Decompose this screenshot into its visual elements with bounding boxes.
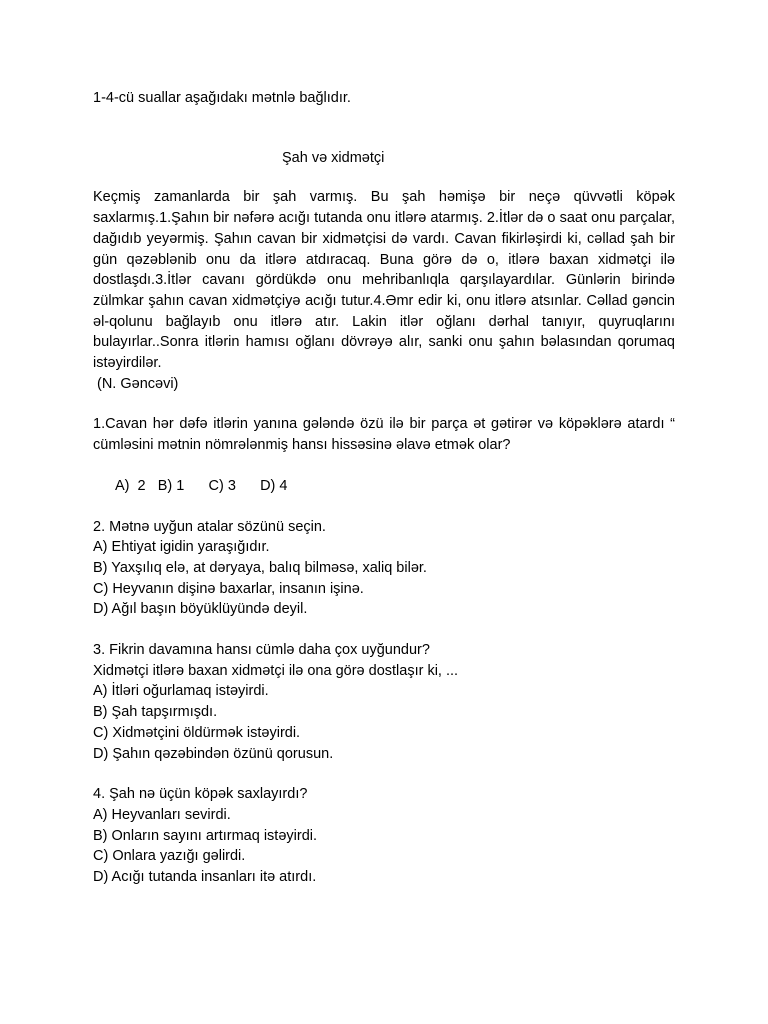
question-4-option-d: D) Acığı tutanda insanları itə atırdı. bbox=[93, 869, 317, 886]
question-3-text: 3. Fikrin davamına hansı cümlə daha çox uyğundur? bbox=[93, 642, 430, 659]
question-4 bbox=[93, 784, 675, 888]
question-1-option-c: C) 3 bbox=[208, 477, 236, 494]
question-3-option-d: D) Şahın qəzəbindən özünü qorusun. bbox=[93, 745, 334, 762]
question-3-option-c: C) Xidmətçini öldürmək istəyirdi. bbox=[93, 724, 301, 741]
question-2-option-c: C) Heyvanın dişinə baxarlar, insanın işinə. bbox=[93, 580, 364, 597]
question-1-option-b: B) 1 bbox=[157, 477, 185, 494]
story-author: (N. Gəncəvi) bbox=[97, 375, 179, 392]
question-4-option-c: C) Onlara yazığı gəlirdi. bbox=[93, 848, 246, 865]
question-2-option-b: B) Yaxşılıq elə, at dəryaya, balıq bilməsə, xaliq bilər. bbox=[93, 559, 427, 576]
question-3-stem: Xidmətçi itlərə baxan xidmətçi ilə ona görə dostlaşır ki, ... bbox=[93, 662, 459, 679]
question-2-text: 2. Mətnə uyğun atalar sözünü seçin. bbox=[93, 518, 326, 535]
question-4-option-a: A) Heyvanları sevirdi. bbox=[93, 806, 231, 823]
question-4-option-b: B) Onların sayını artırmaq istəyirdi. bbox=[93, 827, 318, 844]
document-body bbox=[93, 88, 675, 888]
question-1 bbox=[93, 414, 675, 496]
question-3-option-a: A) İtləri oğurlamaq istəyirdi. bbox=[93, 683, 269, 700]
story-title: Şah və xidmətçi bbox=[282, 149, 385, 166]
question-4-text: 4. Şah nə üçün köpək saxlayırdı? bbox=[93, 786, 308, 803]
question-3-option-b: B) Şah tapşırmışdı. bbox=[93, 704, 218, 721]
question-1-text: 1.Cavan hər dəfə itlərin yanına gələndə özü ilə bir parça ət gətirər və köpəklərə atardı “ cümləsini mətnin nömrələnmiş hansı hissəsinə əlavə etmək olar? bbox=[93, 416, 675, 454]
question-1-option-a: A) 2 bbox=[115, 477, 146, 494]
question-1-option-d: D) 4 bbox=[260, 477, 288, 494]
story-passage: Keçmiş zamanlarda bir şah varmış. Bu şah həmişə bir neçə qüvvətli köpək saxlarmış.1.Şahın bir nəfərə acığı tutanda onu itlərə atarmış. 2.İtlər də o saat onu parçalar, dağıdıb yeyərmiş. Şahın cavan bir xidmətçisi də vardı. Cavan fikirləşirdi ki, cəllad şah bir gün qəzəblənib onu da itlərə atdıracaq. Buna görə də o, itlərə baxan xidmətçi ilə dostlaşdı.3.İtlər cavanı gördükdə onu mehribanlıqla qarşılayardılar. Günlərin birində zülmkar şahın cavan xidmətçiyə acığı tutur.4.Əmr edir ki, onu itlərə atsınlar. Cəllad gəncin əl-qolunu bağlayıb onu itlərə atır. Lakin itlər oğlanı dərhal tanıyır, quyruqlarını bulayırlar..Sonra itlərin hamısı oğlanı dövrəyə alır, sanki onu şahın bəlasından qorumaq istəyirdilər. bbox=[93, 189, 675, 372]
intro-text: 1-4-cü suallar aşağıdakı mətnlə bağlıdır. bbox=[93, 90, 351, 106]
question-2 bbox=[93, 517, 675, 621]
question-2-option-d: D) Ağıl başın böyüklüyündə deyil. bbox=[93, 601, 308, 618]
question-2-option-a: A) Ehtiyat igidin yaraşığıdır. bbox=[93, 539, 270, 556]
question-1-options bbox=[93, 476, 675, 497]
question-3 bbox=[93, 640, 675, 764]
